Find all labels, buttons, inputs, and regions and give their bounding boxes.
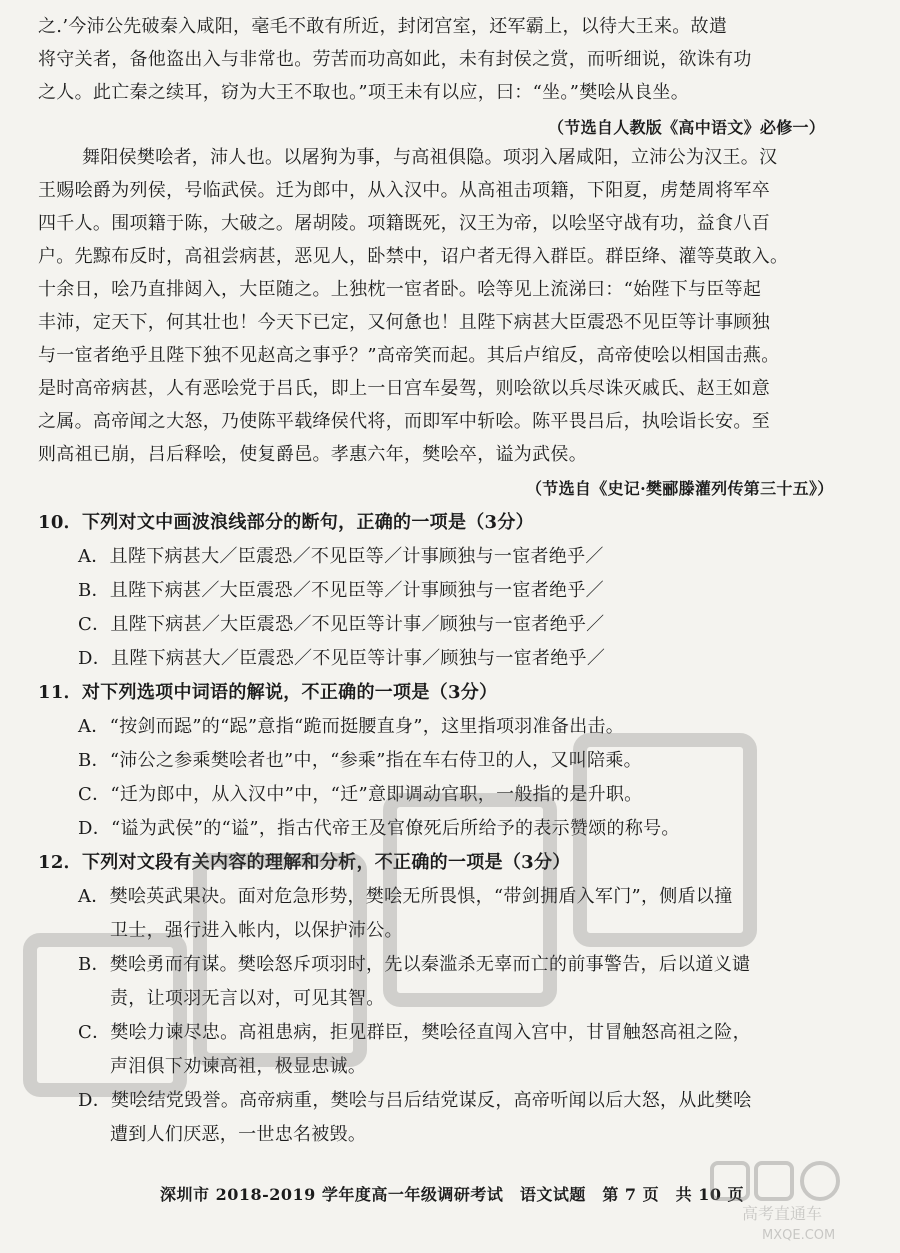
option-c: C．樊哙力谏尽忠。高祖患病，拒见群臣，樊哙径直闯入宫中，甘冒触怒高祖之险， xyxy=(78,1022,751,1043)
option-a: A．“按剑而跽”的“跽”意指“跪而挺腰直身”，这里指项羽准备出击。 xyxy=(78,716,625,737)
body-line: 丰沛，定天下，何其壮也！今天下已定，又何惫也！且陛下病甚大臣震恐不见臣等计事顾独 xyxy=(38,312,770,333)
passage-line: 将守关者，备他盗出入与非常也。劳苦而功高如此，未有封侯之赏，而听细说，欲诛有功 xyxy=(38,49,752,70)
option-c-cont: 声泪俱下劝谏高祖，极显忠诚。 xyxy=(110,1056,367,1077)
option-d: D．樊哙结党毁誉。高帝病重，樊哙与吕后结党谋反，高帝听闻以后大怒，从此樊哙 xyxy=(78,1090,752,1111)
source-attribution: （节选自人教版《高中语文》必修一） xyxy=(548,118,826,137)
option-b: B．且陛下病甚／大臣震恐／不见臣等／计事顾独与一宦者绝乎／ xyxy=(78,580,604,601)
option-a-cont: 卫士，强行进入帐内，以保护沛公。 xyxy=(110,920,403,941)
page-footer: 深圳市 2018-2019 学年度高一年级调研考试 语文试题 第 7 页 共 10 页 xyxy=(160,1185,745,1204)
question-stem: 11．对下列选项中词语的解说，不正确的一项是（3分） xyxy=(38,682,498,703)
body-line: 舞阳侯樊哙者，沛人也。以屠狗为事，与高祖俱隐。项羽入屠咸阳，立沛公为汉王。汉 xyxy=(82,147,778,168)
body-line: 是时高帝病甚，人有恶哙党于吕氏，即上一日宫车晏驾，则哙欲以兵尽诛灭戚氏、赵王如意 xyxy=(38,378,770,399)
body-line: 十余日，哙乃直排闼入，大臣随之。上独枕一宦者卧。哙等见上流涕曰：“始陛下与臣等起 xyxy=(38,279,762,300)
question-stem: 12．下列对文段有关内容的理解和分析，不正确的一项是（3分） xyxy=(38,852,571,873)
body-line: 之属。高帝闻之大怒，乃使陈平载绛侯代将，而即军中斩哙。陈平畏吕后，执哙诣长安。至 xyxy=(38,411,770,432)
option-a: A．且陛下病甚大／臣震恐／不见臣等／计事顾独与一宦者绝乎／ xyxy=(78,546,604,567)
option-b-cont: 责，让项羽无言以对，可见其智。 xyxy=(110,988,385,1009)
option-d-cont: 遭到人们厌恶，一世忠名被毁。 xyxy=(110,1124,367,1145)
option-c: C．且陛下病甚／大臣震恐／不见臣等计事／顾独与一宦者绝乎／ xyxy=(78,614,605,635)
watermark-text: 高考直通车 xyxy=(742,1204,823,1223)
passage-line: 之人。此亡秦之续耳，窃为大王不取也。”项王未有以应，曰：“坐。”樊哙从良坐。 xyxy=(38,82,690,103)
option-d: D．“谥为武侯”的“谥”，指古代帝王及官僚死后所给予的表示赞颂的称号。 xyxy=(78,818,680,839)
option-b: B．樊哙勇而有谋。樊哙怒斥项羽时，先以秦滥杀无辜而亡的前事警告，后以道义谴 xyxy=(78,954,751,975)
body-line: 王赐哙爵为列侯，号临武侯。迁为郎中，从入汉中。从高祖击项籍，下阳夏，虏楚周将军卒 xyxy=(38,180,770,201)
source-attribution: （节选自《史记·樊郦滕灌列传第三十五》） xyxy=(526,479,834,498)
body-line: 与一宦者绝乎且陛下独不见赵高之事乎？”高帝笑而起。其后卢绾反，高帝使哙以相国击燕。 xyxy=(38,345,780,366)
body-line: 则高祖已崩，吕后释哙，使复爵邑。孝惠六年，樊哙卒，谥为武侯。 xyxy=(38,444,587,465)
body-line: 四千人。围项籍于陈，大破之。屠胡陵。项籍既死，汉王为帝，以哙坚守战有功，益食八百 xyxy=(38,213,770,234)
watermark-url: MXQE.COM xyxy=(762,1228,836,1243)
corner-logo-icon xyxy=(702,1155,882,1245)
option-d: D．且陛下病甚大／臣震恐／不见臣等计事／顾独与一宦者绝乎／ xyxy=(78,648,606,669)
body-line: 户。先黥布反时，高祖尝病甚，恶见人，卧禁中，诏户者无得入群臣。群臣绛、灌等莫敢入。 xyxy=(38,246,789,267)
question-stem: 10．下列对文中画波浪线部分的断句，正确的一项是（3分） xyxy=(38,512,534,533)
option-a: A．樊哙英武果决。面对危急形势，樊哙无所畏惧，“带剑拥盾入军门”，侧盾以撞 xyxy=(78,886,733,907)
option-b: B．“沛公之参乘樊哙者也”中，“参乘”指在车右侍卫的人，又叫陪乘。 xyxy=(78,750,642,771)
option-c: C．“迁为郎中，从入汉中”中，“迁”意即调动官职，一般指的是升职。 xyxy=(78,784,643,805)
passage-line: 之.’今沛公先破秦入咸阳，毫毛不敢有所近，封闭宫室，还军霸上，以待大王来。故遣 xyxy=(38,16,728,37)
